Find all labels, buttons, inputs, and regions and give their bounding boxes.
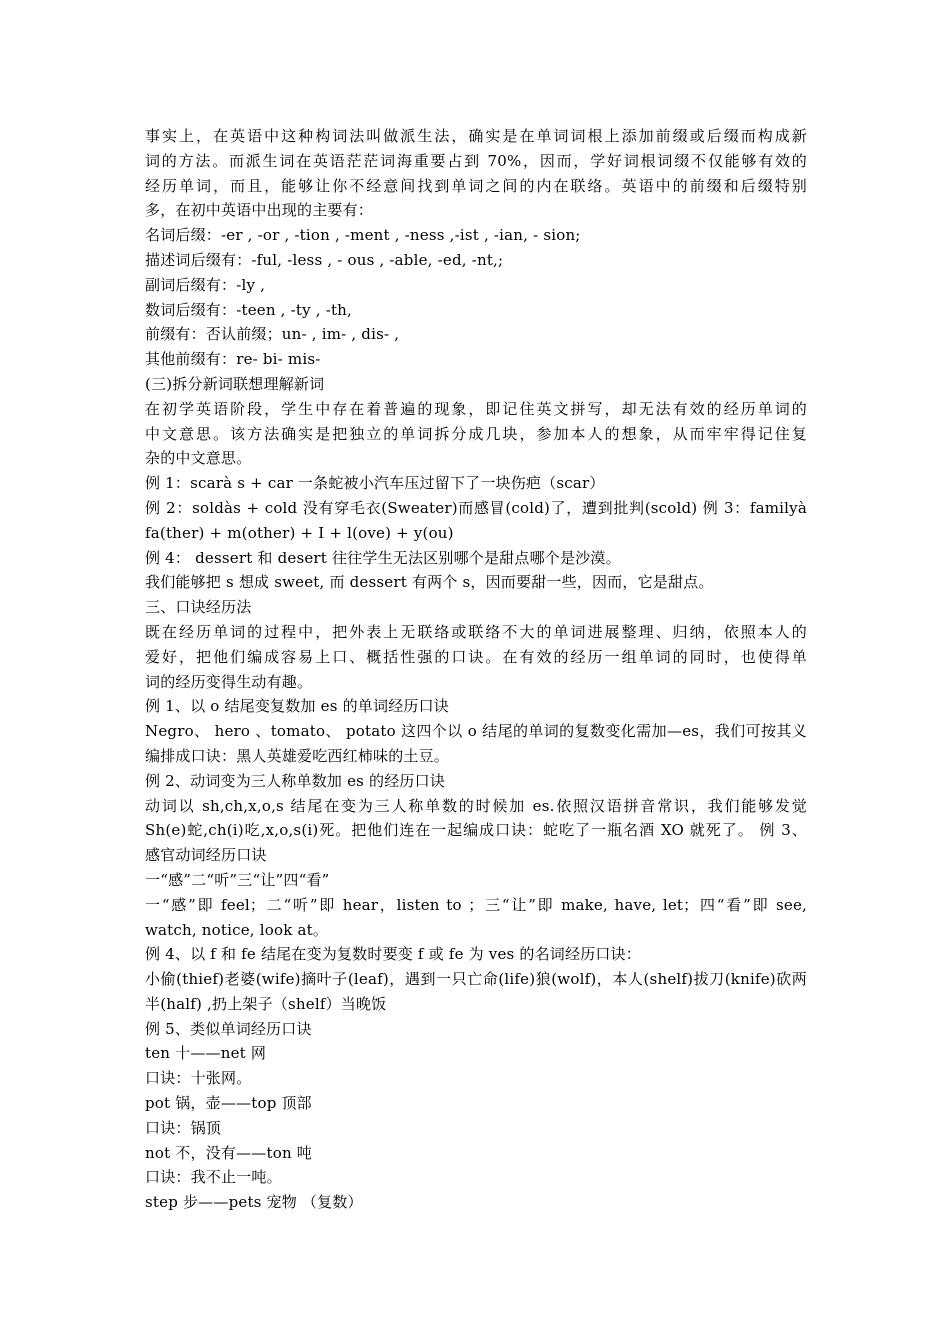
paragraph-line: 词的方法。而派生词在英语茫茫词海重要占到 70%，因而，学好词根词缀不仅能够有效的 bbox=[145, 151, 807, 170]
suffix-list-line: 描述词后缀有：-ful, -less , - ous , -able, -ed, -nt,; bbox=[145, 250, 504, 269]
section-heading: (三)拆分新词联想理解新词 bbox=[145, 374, 325, 393]
example-line: 例 1：scarà s + car 一条蛇被小汽车压过留下了一块伤疤（scar） bbox=[145, 474, 605, 493]
mnemonic-line: 口诀：十张网。 bbox=[145, 1069, 252, 1088]
example-heading: 例 5、类似单词经历口诀 bbox=[145, 1019, 312, 1038]
paragraph-line: 词的经历变得生动有趣。 bbox=[145, 672, 313, 691]
suffix-list-line: 副词后缀有：-ly , bbox=[145, 275, 266, 294]
prefix-list-line: 前缀有：否认前缀；un- , im- , dis- , bbox=[145, 325, 400, 344]
paragraph-line: 一“感”即 feel；二“听”即 hear，listen to ；三“让”即 make, have, let；四“看”即 see, bbox=[145, 895, 807, 914]
suffix-list-line: 名词后缀：-er , -or , -tion , -ment , -ness ,-ist , -ian, - sion; bbox=[145, 226, 581, 245]
paragraph-line: Negro、 hero 、tomato、 potato 这四个以 o 结尾的单词的复数变化需加—es，我们可按其义 bbox=[145, 722, 807, 741]
paragraph-line: 经历单词，而且，能够让你不经意间找到单词之间的内在联络。英语中的前缀和后缀特别 bbox=[145, 176, 807, 195]
word-pair-line: ten 十——net 网 bbox=[145, 1044, 267, 1063]
example-line: 我们能够把 s 想成 sweet, 而 dessert 有两个 s，因而要甜一些，因而，它是甜点。 bbox=[145, 573, 714, 592]
paragraph-line: Sh(e)蛇,ch(i)吃,x,o,s(i)死。把他们连在一起编成口诀：蛇吃了一瓶名酒 XO 就死了。 例 3、 bbox=[145, 821, 807, 840]
paragraph-line: 事实上，在英语中这种构词法叫做派生法，确实是在单词词根上添加前缀或后缀而构成新 bbox=[145, 127, 807, 145]
paragraph-line: 多，在初中英语中出现的主要有： bbox=[145, 201, 374, 220]
section-heading: 三、口诀经历法 bbox=[145, 598, 252, 617]
example-heading: 例 4、以 f 和 fe 结尾在变为复数时要变 f 或 fe 为 ves 的名词经历口诀： bbox=[145, 945, 642, 964]
paragraph-line: 编排成口诀：黑人英雄爱吃西红柿味的土豆。 bbox=[145, 746, 450, 765]
paragraph-line: 一“感”二“听”三“让”四“看” bbox=[145, 870, 330, 889]
word-pair-line: not 不，没有——ton 吨 bbox=[145, 1143, 312, 1162]
paragraph-line: 小偷(thief)老婆(wife)摘叶子(leaf)，遇到一只亡命(life)狼(wolf)，本人(shelf)拔刀(knife)砍两 bbox=[145, 970, 807, 989]
paragraph-line: 爱好，把他们编成容易上口、概括性强的口诀。在有效的经历一组单词的同时，也使得单 bbox=[145, 647, 807, 666]
word-pair-line: step 步——pets 宠物 （复数） bbox=[145, 1193, 363, 1212]
prefix-list-line: 其他前缀有：re- bi- mis- bbox=[145, 350, 321, 369]
example-heading: 例 2、动词变为三人称单数加 es 的经历口诀 bbox=[145, 771, 446, 790]
paragraph-line: 中文意思。该方法确实是把独立的单词拆分成几块，参加本人的想象，从而牢牢得记住复 bbox=[145, 424, 807, 443]
example-line: 例 4： dessert 和 desert 往往学生无法区别哪个是甜点哪个是沙漠。 bbox=[145, 548, 621, 567]
mnemonic-line: 口诀：锅顶 bbox=[145, 1118, 222, 1137]
paragraph-line: watch, notice, look at。 bbox=[145, 920, 329, 939]
example-heading: 感官动词经历口诀 bbox=[145, 846, 267, 865]
paragraph-line: 半(half) ,扔上架子（shelf）当晚饭 bbox=[145, 994, 387, 1013]
example-heading: 例 1、以 o 结尾变复数加 es 的单词经历口诀 bbox=[145, 697, 449, 716]
example-line: 例 2：soldàs + cold 没有穿毛衣(Sweater)而感冒(cold)了，遭到批判(scold) 例 3：familyà bbox=[145, 498, 807, 517]
example-line: fa(ther) + m(other) + I + l(ove) + y(ou) bbox=[145, 523, 454, 542]
word-pair-line: pot 锅，壶——top 顶部 bbox=[145, 1094, 312, 1113]
mnemonic-line: 口诀：我不止一吨。 bbox=[145, 1168, 282, 1187]
paragraph-line: 既在经历单词的过程中，把外表上无联络或联络不大的单词进展整理、归纳，依照本人的 bbox=[145, 622, 807, 641]
paragraph-line: 在初学英语阶段，学生中存在着普遍的现象，即记住英文拼写，却无法有效的经历单词的 bbox=[145, 399, 807, 418]
document-body bbox=[145, 124, 807, 1215]
suffix-list-line: 数词后缀有：-teen , -ty , -th, bbox=[145, 300, 353, 319]
paragraph-line: 动词以 sh,ch,x,o,s 结尾在变为三人称单数的时候加 es.依照汉语拼音常识，我们能够发觉 bbox=[145, 796, 807, 815]
paragraph-line: 杂的中文意思。 bbox=[145, 449, 252, 468]
